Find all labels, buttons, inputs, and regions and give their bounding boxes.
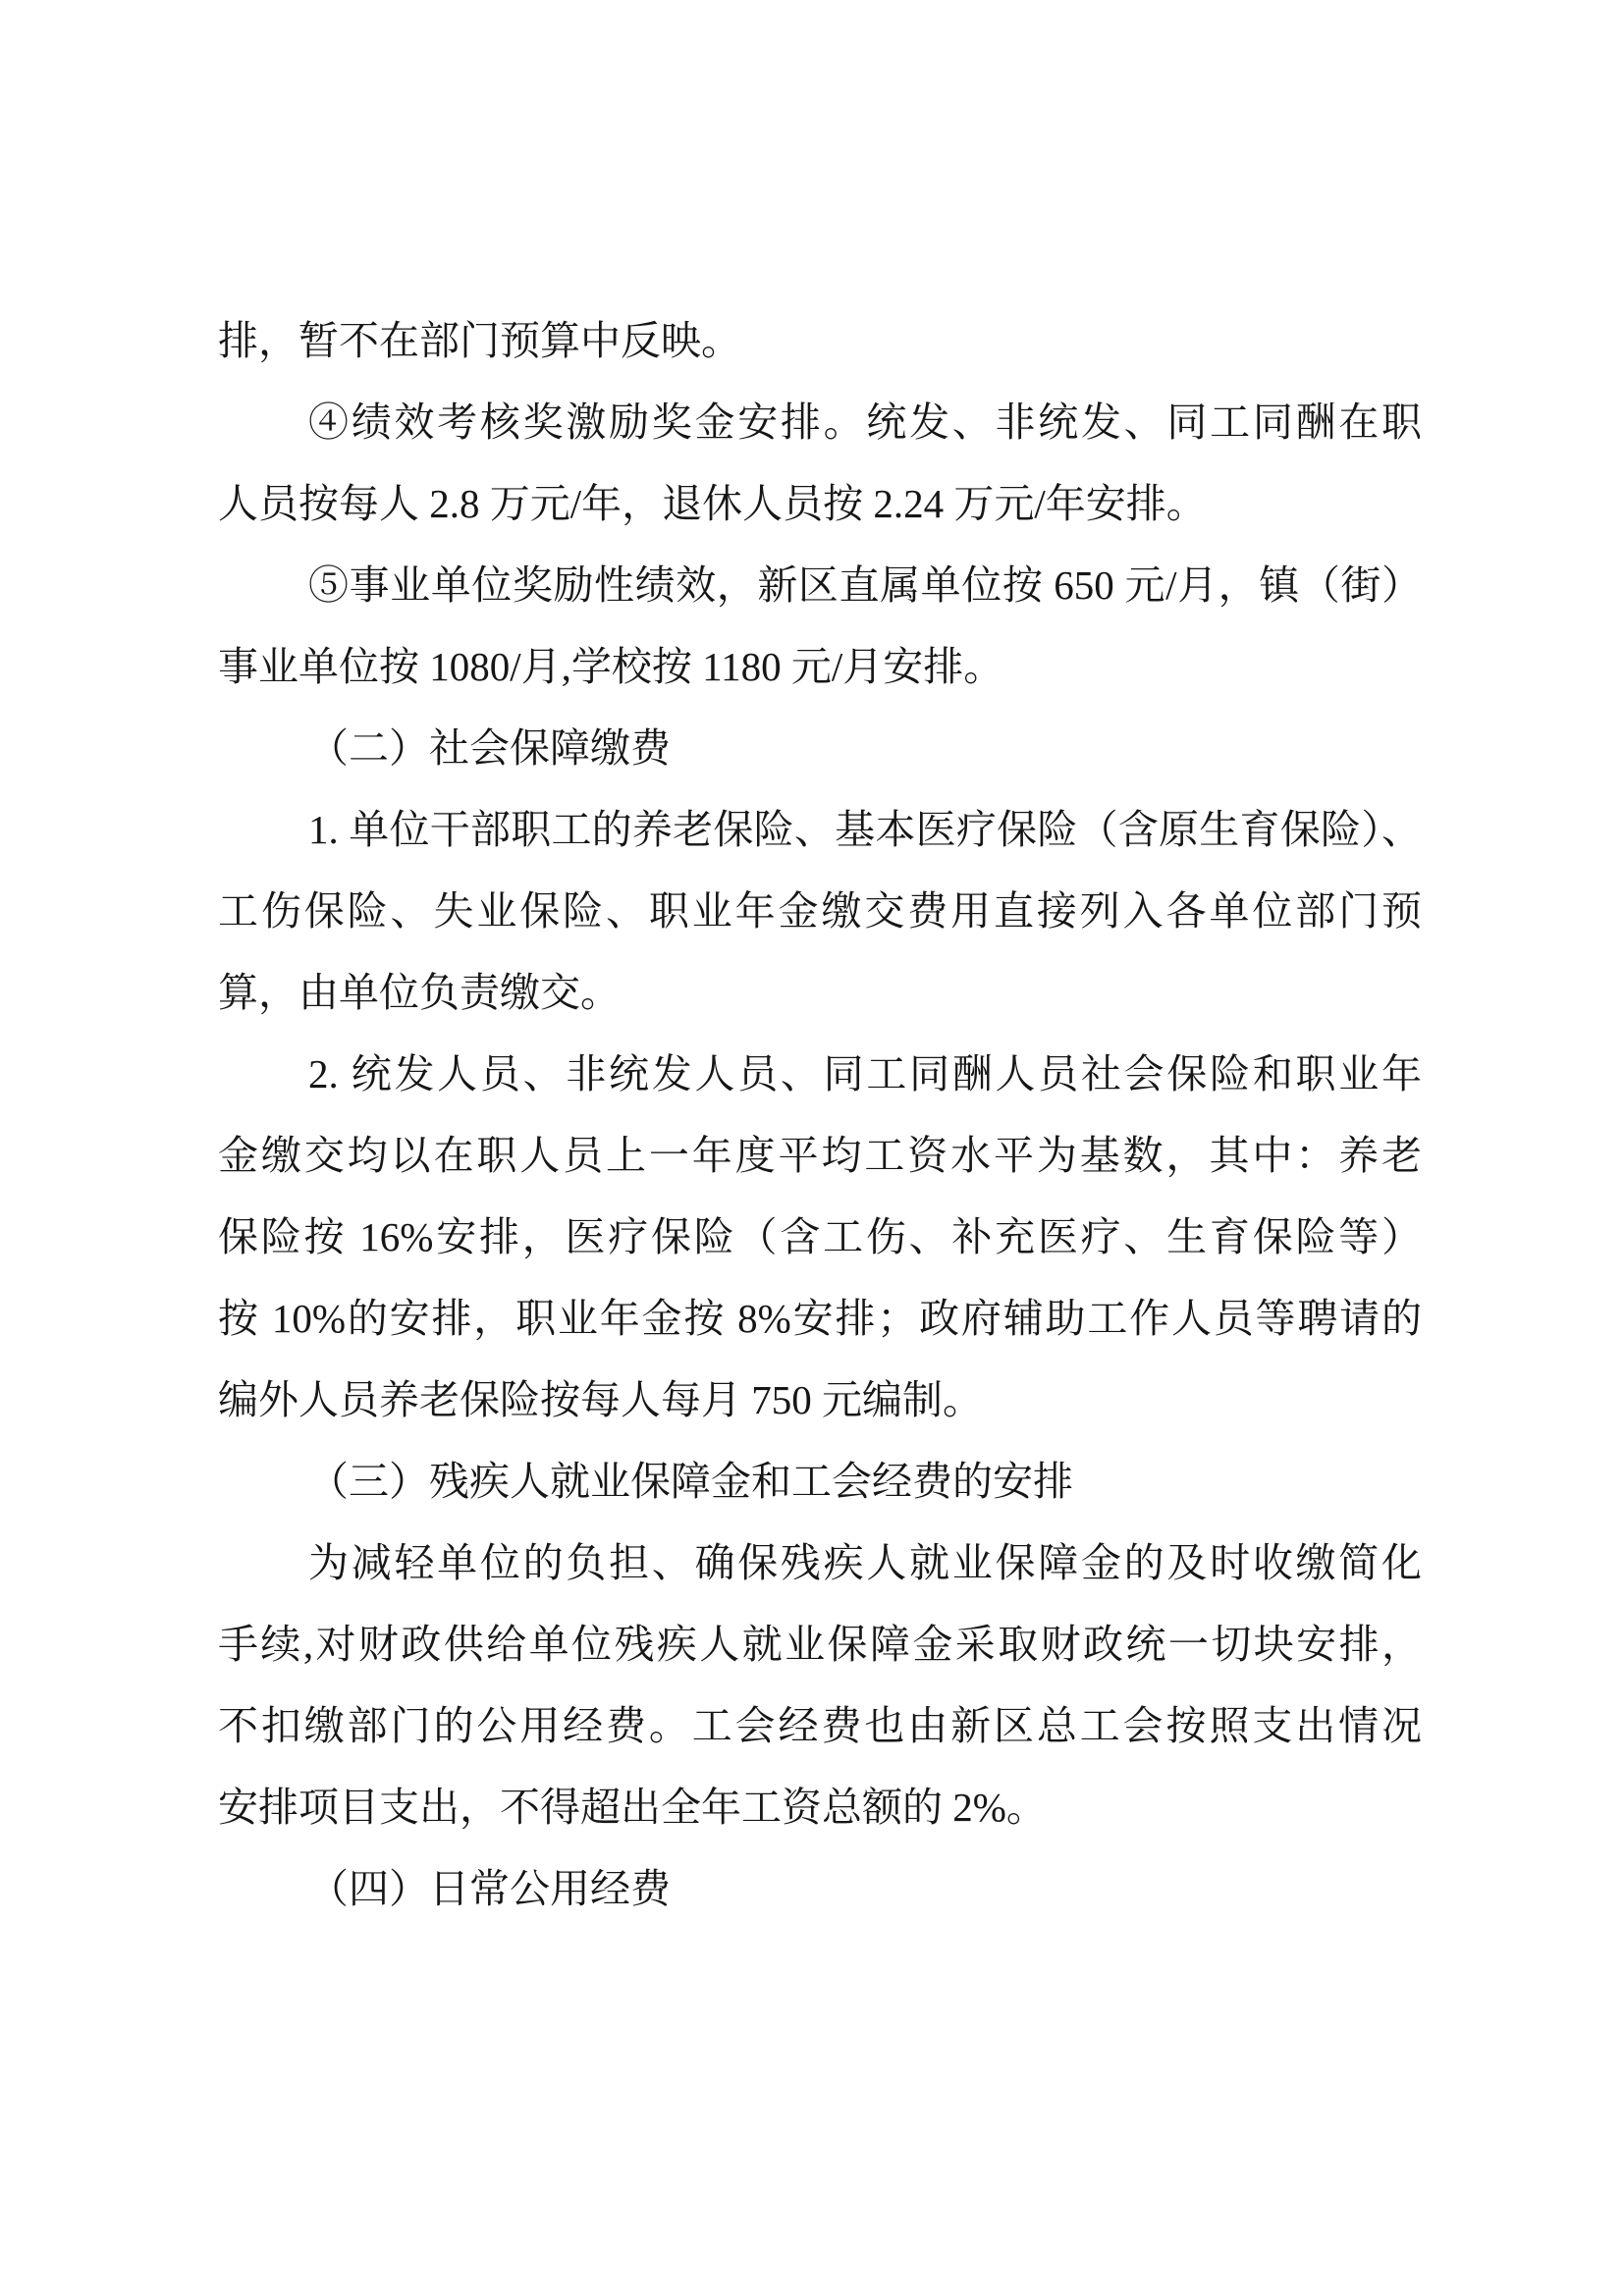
text-line: 为减轻单位的负担、确保残疾人就业保障金的及时收缴简化: [308, 1540, 1422, 1585]
text-line: ④绩效考核奖激励奖金安排。统发、非统发、同工同酬在职: [308, 400, 1422, 445]
section-heading: （三）残疾人就业保障金和工会经费的安排: [308, 1459, 1073, 1504]
text-line: 排，暂不在部门预算中反映。: [218, 318, 741, 363]
text-line: 事业单位按 1080/月,学校按 1180 元/月安排。: [218, 644, 1004, 689]
text-line: 不扣缴部门的公用经费。工会经费也由新区总工会按照支出情况: [218, 1703, 1422, 1748]
text-line: 保险按 16%安排，医疗保险（含工伤、补充医疗、生育保险等）: [218, 1214, 1422, 1259]
text-line: ⑤事业单位奖励性绩效，新区直属单位按 650 元/月，镇（街）: [308, 562, 1422, 608]
text-line: 金缴交均以在职人员上一年度平均工资水平为基数，其中：养老: [218, 1133, 1422, 1178]
text-line: 编外人员养老保险按每人每月 750 元编制。: [218, 1377, 983, 1422]
section-heading: （四）日常公用经费: [308, 1866, 671, 1911]
text-line: 安排项目支出，不得超出全年工资总额的 2%。: [218, 1785, 1047, 1830]
text-line: 手续,对财政供给单位残疾人就业保障金采取财政统一切块安排，: [218, 1622, 1422, 1667]
document-content: [218, 300, 1422, 1930]
text-line: 1. 单位干部职工的养老保险、基本医疗保险（含原生育保险）、: [308, 807, 1422, 852]
text-line: 算，由单位负责缴交。: [218, 970, 621, 1015]
text-line: 工伤保险、失业保险、职业年金缴交费用直接列入各单位部门预: [218, 888, 1422, 934]
text-line: 人员按每人 2.8 万元/年，退休人员按 2.24 万元/年安排。: [218, 481, 1207, 526]
text-line: 2. 统发人员、非统发人员、同工同酬人员社会保险和职业年: [308, 1051, 1422, 1096]
section-heading: （二）社会保障缴费: [308, 725, 671, 771]
text-line: 按 10%的安排，职业年金按 8%安排；政府辅助工作人员等聘请的: [218, 1296, 1422, 1341]
